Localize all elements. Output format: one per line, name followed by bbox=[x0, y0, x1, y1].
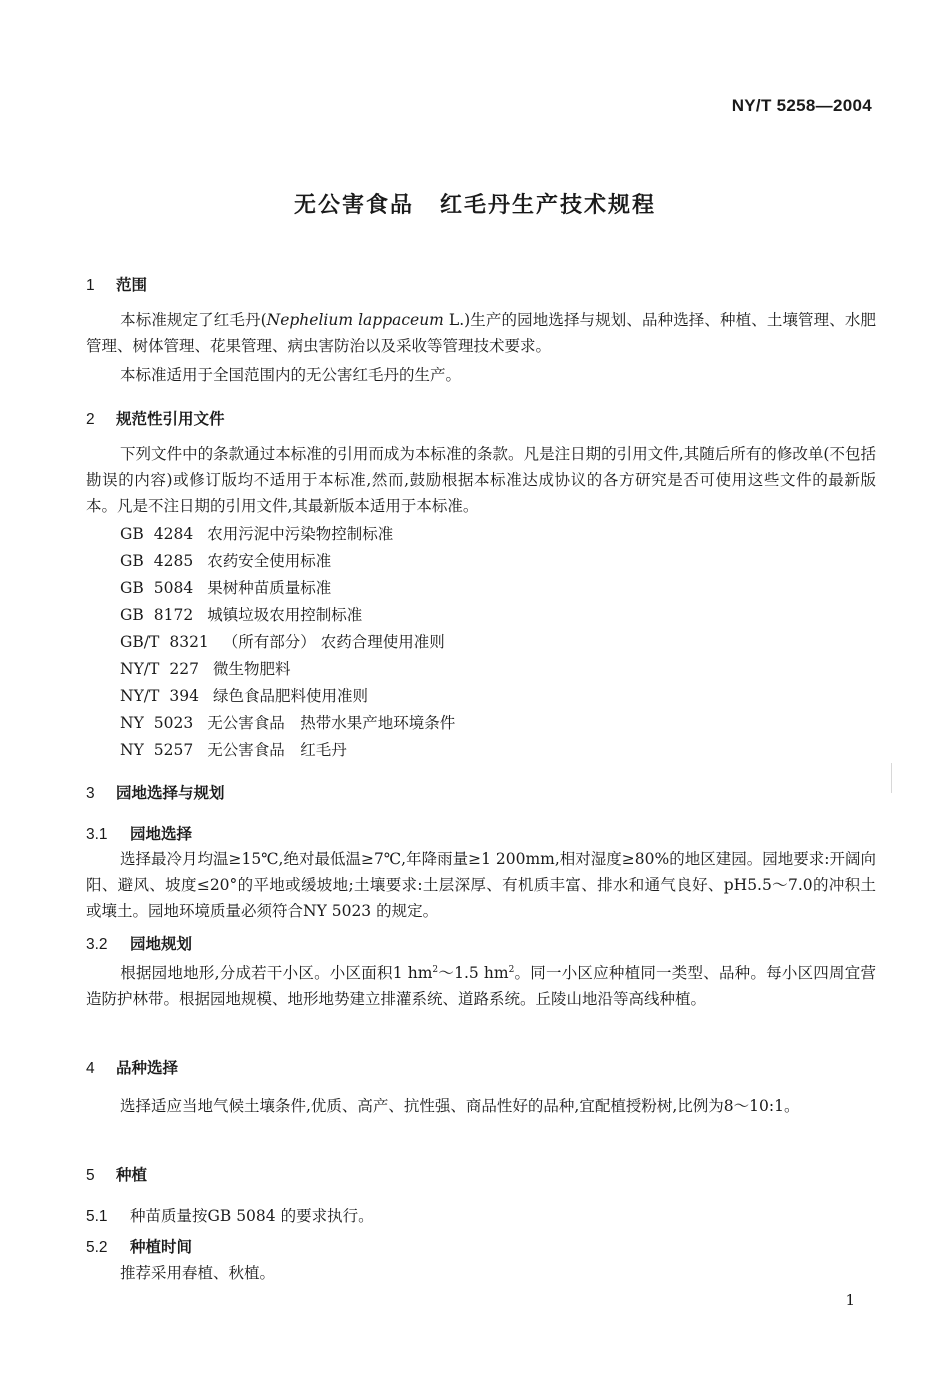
reference-item: NY 5023 无公害食品 热带水果产地环境条件 bbox=[120, 714, 456, 732]
section-3-2-heading: 3.2 园地规划 bbox=[86, 935, 193, 953]
title-part-2: 红毛丹生产技术规程 bbox=[440, 193, 657, 218]
reference-item: GB 4285 农药安全使用标准 bbox=[120, 552, 332, 570]
reference-item: NY/T 227 微生物肥料 bbox=[120, 660, 291, 678]
reference-item: GB 5084 果树种苗质量标准 bbox=[120, 579, 332, 597]
page-number: 1 bbox=[845, 1291, 855, 1309]
section-4-text: 选择适应当地气候土壤条件,优质、高产、抗性强、商品性好的品种,宜配植授粉树,比例为8～10:1。 bbox=[120, 1097, 800, 1115]
section-5-2-heading: 5.2 种植时间 bbox=[86, 1238, 193, 1256]
section-3-heading: 3 园地选择与规划 bbox=[86, 784, 225, 802]
section-3-2-text: 根据园地地形,分成若干小区。小区面积1 $hm^2\sim 1.5$ $hm^2$。同一小区应种植同一类型、品种。每小区四周宜营造防护林带。根据园地规模、地形地势建立排灌系统、道路系统。丘陵山地沿等高线种植。 bbox=[86, 964, 876, 1008]
page-title bbox=[0, 188, 950, 219]
section-5-2-text: 推荐采用春植、秋植。 bbox=[120, 1264, 276, 1282]
section-1-heading: 1 范围 bbox=[86, 276, 148, 294]
reference-item: NY 5257 无公害食品 红毛丹 bbox=[120, 741, 347, 759]
section-3-1-text: 选择最冷月均温≥15℃,绝对最低温≥7℃,年降雨量≥1 200mm,相对湿度≥80%的地区建园。园地要求:开阔向阳、避风、坡度≤20°的平地或缓坡地;土壤要求:土层深厚、有机质丰富、排水和通气良好、pH5.5～7.0的冲积土或壤土。园地环境质量必须符合NY 5023 的规定。 bbox=[86, 850, 876, 920]
reference-item: GB 4284 农用污泥中污染物控制标准 bbox=[120, 525, 394, 543]
section-1-paragraph-2: 本标准适用于全国范围内的无公害红毛丹的生产。 bbox=[120, 366, 462, 384]
reference-item: NY/T 394 绿色食品肥料使用准则 bbox=[120, 687, 368, 705]
section-5-heading: 5 种植 bbox=[86, 1166, 148, 1184]
reference-item: GB 8172 城镇垃圾农用控制标准 bbox=[120, 606, 363, 624]
section-2-heading: 2 规范性引用文件 bbox=[86, 410, 225, 428]
section-4-heading: 4 品种选择 bbox=[86, 1059, 179, 1077]
scientific-name: Nephelium lappaceum bbox=[266, 311, 444, 329]
section-1-paragraph-1: 本标准规定了红毛丹(Nephelium lappaceum L.)生产的园地选择与规划、品种选择、种植、土壤管理、水肥管理、树体管理、花果管理、病虫害防治以及采收等管理技术要求。 bbox=[86, 311, 876, 355]
section-2-intro: 下列文件中的条款通过本标准的引用而成为本标准的条款。凡是注日期的引用文件,其随后所有的修改单(不包括勘误的内容)或修订版均不适用于本标准,然而,鼓励根据本标准达成协议的各方研究是否可使用这些文件的最新版本。凡是不注日期的引用文件,其最新版本适用于本标准。 bbox=[86, 445, 876, 515]
section-5-1: 5.1 种苗质量按GB 5084 的要求执行。 bbox=[86, 1207, 374, 1225]
title-part-1: 无公害食品 bbox=[293, 193, 414, 218]
standard-code: NY/T 5258—2004 bbox=[731, 96, 872, 115]
section-3-1-heading: 3.1 园地选择 bbox=[86, 825, 193, 843]
reference-item: GB/T 8321 （所有部分） 农药合理使用准则 bbox=[120, 633, 445, 651]
scan-mark bbox=[891, 763, 892, 793]
